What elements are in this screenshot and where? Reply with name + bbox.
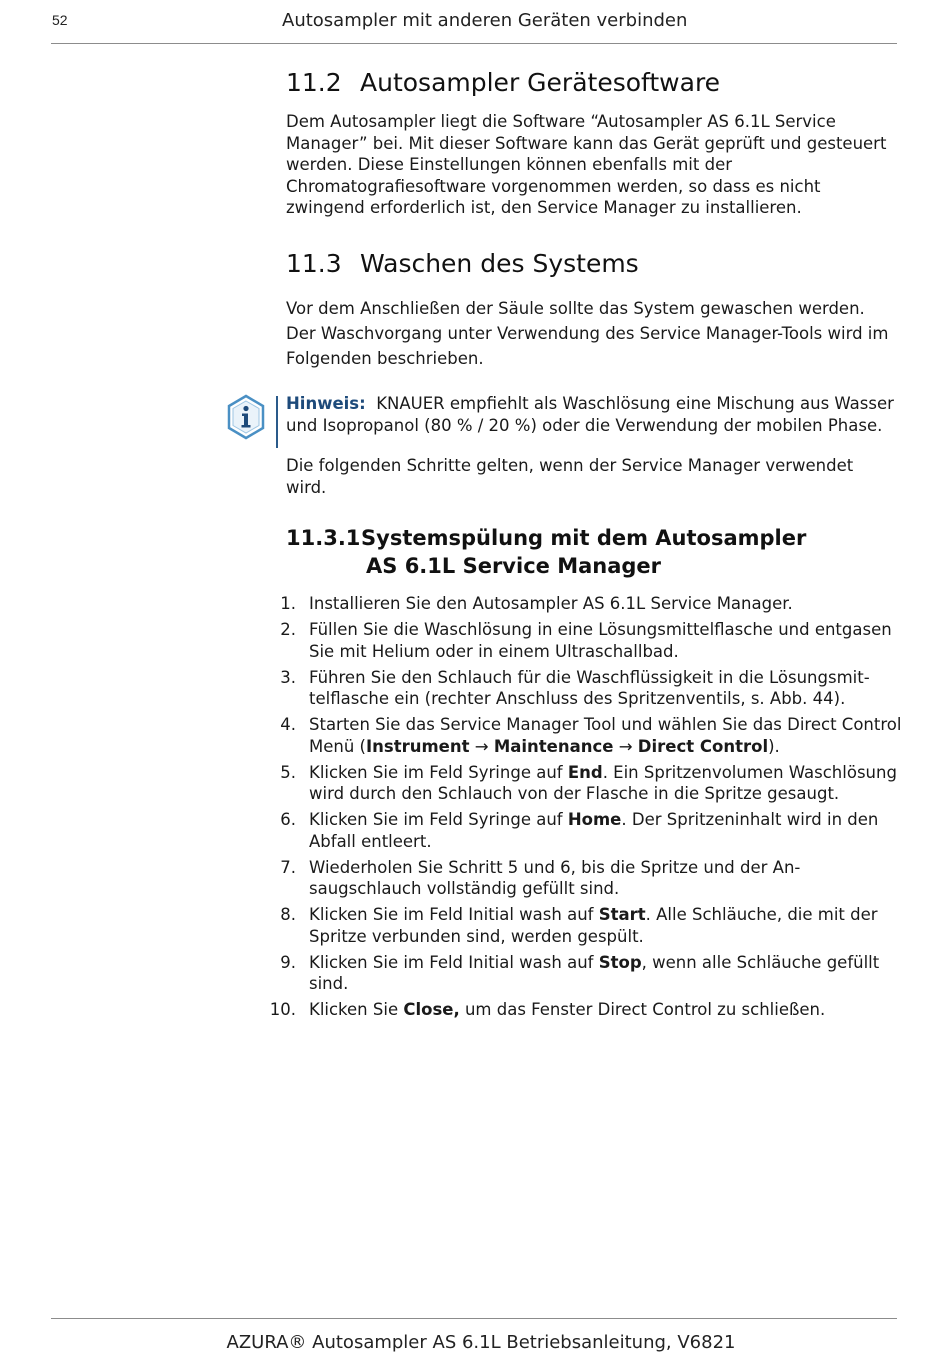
step-text: um das Fenster Direct Control zu schließen. <box>459 1000 826 1019</box>
header-rule <box>51 43 897 44</box>
step-text: Wiederholen Sie Schritt 5 und 6, bis die Spritze und der Ansaugschlauch vollständig gefüllt sind. <box>309 857 801 898</box>
step-text: Klicken Sie im Feld Initial wash auf <box>309 952 599 972</box>
step-text: , wenn alle Schläuche gefüllt sind. <box>309 952 880 993</box>
step-number: 4. <box>280 715 296 734</box>
running-header: Autosampler mit anderen Geräten verbinden <box>282 10 688 31</box>
section-heading: 11.3 Waschen des Systems <box>286 249 639 278</box>
step-item <box>266 619 906 662</box>
section-11-3-1 <box>286 524 898 580</box>
step-item <box>266 904 906 947</box>
step-item <box>266 593 906 615</box>
step-item <box>266 667 906 710</box>
intro-text: Die folgenden Schritte gelten, wenn der Service Manager verwendet wird. <box>286 456 854 497</box>
step-number: 6. <box>280 810 296 829</box>
step-keyword: Home <box>567 810 622 829</box>
step-text: Klicken Sie <box>309 1000 404 1019</box>
step-text: Führen Sie den Schlauch für die Waschflüssigkeit in die Lösungsmittelflasche ein (rechter Anschluss des Spritzenventils, s. Abb. 44). <box>309 667 870 708</box>
intro-paragraph <box>286 455 898 498</box>
page-number: 52 <box>52 12 68 28</box>
step-number: 2. <box>280 620 296 639</box>
step-number: 1. <box>280 594 296 613</box>
step-item <box>266 762 906 805</box>
note-label: Hinweis: <box>286 394 366 413</box>
step-item <box>266 857 906 900</box>
step-text: → <box>613 736 638 756</box>
footer-rule <box>51 1318 897 1319</box>
step-number: 3. <box>280 667 296 687</box>
step-keyword: Close, <box>403 1000 460 1019</box>
step-keyword: Instrument <box>366 736 470 756</box>
step-text: Füllen Sie die Waschlösung in eine Lösungsmittelflasche und entgasen Sie mit Helium oder in einem Ultraschallbad. <box>309 620 892 661</box>
section-heading: 11.2 Autosampler Gerätesoftware <box>286 68 721 97</box>
step-text: Starten Sie das Service Manager Tool und wählen Sie das Direct Control Menü ( <box>309 715 902 756</box>
step-number: 7. <box>280 857 296 877</box>
step-text: → <box>469 736 494 756</box>
note <box>286 393 898 436</box>
subsection-heading: 11.3.1Systemspülung mit dem Autosampler AS 6.1L Service Manager <box>286 526 807 578</box>
step-keyword: End <box>567 762 603 782</box>
step-keyword: Start <box>598 905 646 924</box>
section-11-2 <box>286 68 898 219</box>
step-item <box>266 809 906 852</box>
footer-text: AZURA® Autosampler AS 6.1L Betriebsanleitung, V6821 <box>226 1332 736 1353</box>
step-item <box>266 952 906 995</box>
step-number: 10. <box>269 1000 296 1019</box>
step-item <box>266 999 906 1021</box>
step-text: ). <box>768 736 780 756</box>
step-text: . Ein Spritzenvolumen Waschlösung wird durch den Schlauch von der Flasche in die Spritze gesaugt. <box>309 762 897 803</box>
step-text: Klicken Sie im Feld Initial wash auf <box>309 905 599 924</box>
section-11-3 <box>286 249 898 371</box>
section-body: Vor dem Anschließen der Säule sollte das System gewaschen werden. Der Waschvorgang unter Verwendung des Service Manager-Tools wird im Folgenden beschrieben. <box>286 299 889 368</box>
note-text: Hinweis: KNAUER empfiehlt als Waschlösung eine Mischung aus Wasser und Isopropanol (80 % / 20 %) oder die Verwendung der mobilen Phase. <box>286 394 894 435</box>
step-number: 9. <box>280 952 296 972</box>
step-keyword: Maintenance <box>493 736 614 756</box>
step-text: Installieren Sie den Autosampler AS 6.1L Service Manager. <box>309 594 793 613</box>
step-keyword: Direct Control <box>637 736 769 756</box>
step-text: Klicken Sie im Feld Syringe auf <box>309 810 568 829</box>
steps-list <box>266 593 906 1025</box>
section-body: Dem Autosampler liegt die Software “Autosampler AS 6.1L Service Manager” bei. Mit dieser Software kann das Gerät geprüft und gesteuert werden. Diese Einstellungen können ebenfalls mit der Chromatografiesoftware vorgenommen werden, so dass es nicht zwingend erforderlich ist, den Service Manager zu installieren. <box>286 112 887 217</box>
info-icon <box>226 394 266 440</box>
note-bar <box>276 396 278 448</box>
step-number: 8. <box>280 905 296 924</box>
step-keyword: Stop <box>598 952 642 972</box>
step-text: . Alle Schläuche, die mit der Spritze verbunden sind, werden gespült. <box>309 905 878 946</box>
step-text: Klicken Sie im Feld Syringe auf <box>309 762 568 782</box>
step-number: 5. <box>280 762 296 782</box>
step-text: . Der Spritzeninhalt wird in den Abfall entleert. <box>309 810 879 851</box>
step-item <box>266 714 906 757</box>
